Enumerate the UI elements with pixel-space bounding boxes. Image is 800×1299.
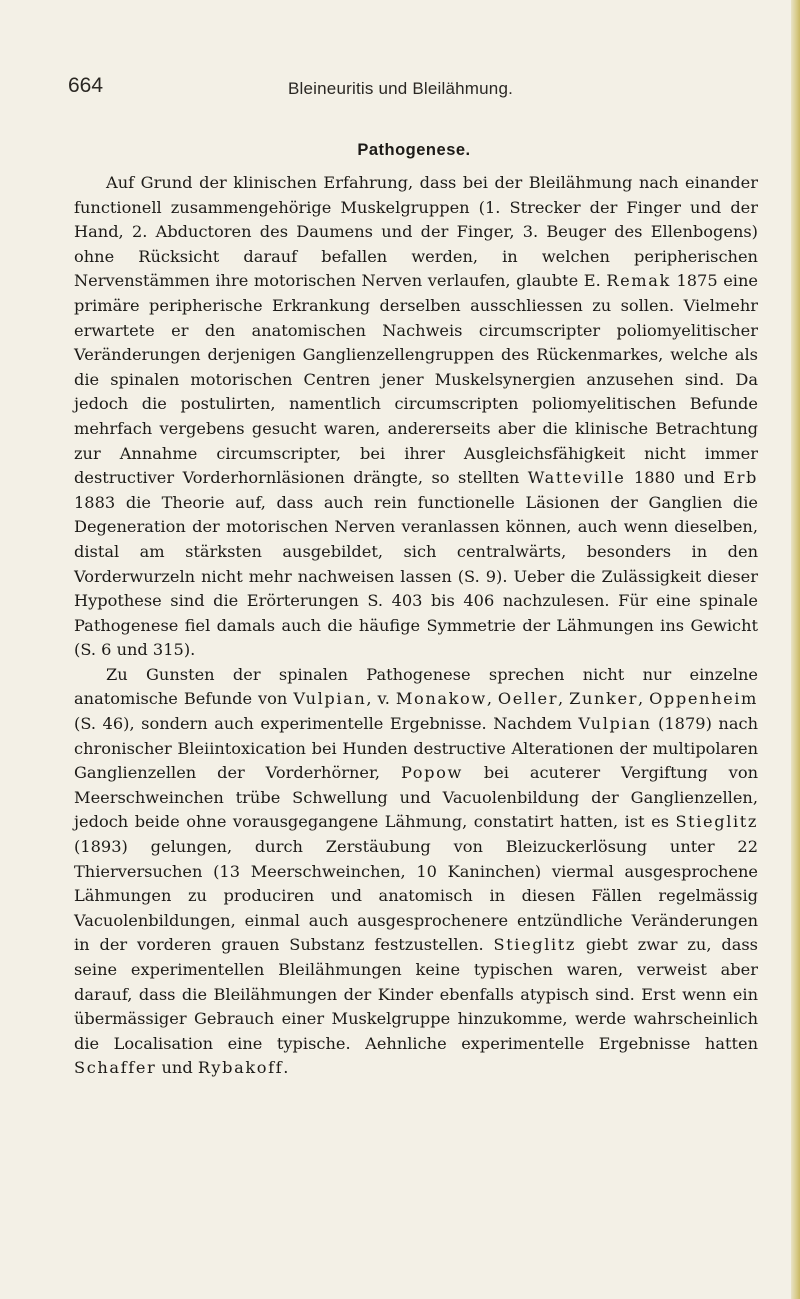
author-name: Vulpian <box>293 689 367 709</box>
text-run: , <box>637 689 650 709</box>
text-run: , v. <box>366 689 396 709</box>
text-run: , <box>558 689 570 709</box>
author-name: Zunker <box>569 689 638 709</box>
paragraph-1 <box>74 171 758 663</box>
running-head: Bleineuritis und Bleilähmung. <box>288 79 514 98</box>
text-run: Zu Gunsten der spinalen Pathogenese sprechen nicht nur einzelne anatomische Befunde von <box>74 664 758 709</box>
text-run: (1879) nach chronischer Bleiintoxication bei Hunden destructive Alterationen der multipolaren Ganglienzellen der Vorderhörner, <box>74 714 759 783</box>
author-name: Remak <box>606 271 671 291</box>
text-run: (1893) gelungen, durch Zerstäubung von Bleizuckerlösung unter 22 Thierversuchen (13 Meerschweinchen, 10 Kaninchen) viermal ausgesprochene Lähmungen zu produciren und anatomisch in diesen Fällen regelmässig Vacuolenbildungen, einmal auch ausgesprochenere entzündliche Veränderungen in der vorderen grauen Substanz festzustellen. <box>74 837 758 955</box>
author-name: Vulpian <box>578 714 652 734</box>
author-name: Rybakoff <box>197 1058 284 1078</box>
text-run: 1880 und <box>625 468 724 488</box>
paragraph-2 <box>74 663 758 1081</box>
author-name: Erb <box>723 468 758 488</box>
author-name: Watteville <box>527 468 626 488</box>
author-name: Monakow <box>395 689 487 709</box>
text-run: Auf Grund der klinischen Erfahrung, dass bei der Bleilähmung nach einander functionell zusammengehörige Muskelgruppen (1. Strecker der Finger und der Hand, 2. Abductoren des Daumens und der Finger, 3. Beuger des Ellenbogens) ohne Rücksicht darauf befallen werden, in welchen peripherischen Nervenstämmen ihre motorischen Nerven verlaufen, glaubte E. <box>74 173 758 291</box>
author-name: Stieglitz <box>675 812 758 832</box>
text-run: und <box>156 1058 198 1078</box>
text-run: bei acuterer Vergiftung von Meerschweinchen trübe Schwellung und Vacuolenbildung der Ganglienzellen, jedoch beide ohne vorausgegangene Lähmung, constatirt hatten, ist es <box>74 763 759 832</box>
text-run: (S. 46), sondern auch experimentelle Ergebnisse. Nachdem <box>74 714 579 734</box>
page-edge <box>791 0 800 1299</box>
text-run: 1875 eine primäre peripherische Erkrankung derselben ausschliessen zu sollen. Vielmehr erwartete er den anatomischen Nachweis circumscripter poliomyelitischer Veränderungen derjenigen Ganglienzellengruppen des Rückenmarkes, welche als die spinalen motorischen Centren jener Muskelsynergien anzusehen sind. Da jedoch die postulirten, namentlich circumscripten poliomyelitischen Befunde mehrfach vergebens gesucht waren, andererseits aber die klinische Betrachtung zur Annahme circumscripter, bei ihrer Ausgleichsfähigkeit nicht immer destructiver Vorderhornläsionen drängte, so stellten <box>74 271 758 488</box>
body-text <box>74 171 758 1081</box>
section-title: Pathogenese. <box>357 141 471 159</box>
author-name: Stieglitz <box>493 935 577 955</box>
text-run: , <box>486 689 498 709</box>
text-run: giebt zwar zu, dass seine experimentellen Bleilähmungen keine typischen waren, verweist aber darauf, dass die Bleilähmungen der Kinder ebenfalls atypisch sind. Erst wenn ein übermässiger Gebrauch einer Muskelgruppe hinzukomme, werde wahrscheinlich die Localisation eine typische. Aehnliche experimentelle Ergebnisse hatten <box>74 935 758 1053</box>
author-name: Oppenheim <box>649 689 758 709</box>
page-number: 664 <box>68 74 104 97</box>
author-name: Oeller <box>497 689 559 709</box>
text-run: 1883 die Theorie auf, dass auch rein functionelle Läsionen der Ganglien die Degeneration der motorischen Nerven veranlassen können, auch wenn dieselben, distal am stärksten ausgebildet, sich centralwärts, besonders in den Vorderwurzeln nicht mehr nachweisen lassen (S. 9). Ueber die Zulässigkeit dieser Hypothese sind die Erörterungen S. 403 bis 406 nachzulesen. Für eine spinale Pathogenese fiel damals auch die häufige Symmetrie der Lähmungen ins Gewicht (S. 6 und 315). <box>74 492 758 660</box>
page-header <box>68 74 758 104</box>
text-run: . <box>283 1058 289 1078</box>
author-name: Schaffer <box>74 1058 157 1078</box>
author-name: Popow <box>400 763 463 783</box>
